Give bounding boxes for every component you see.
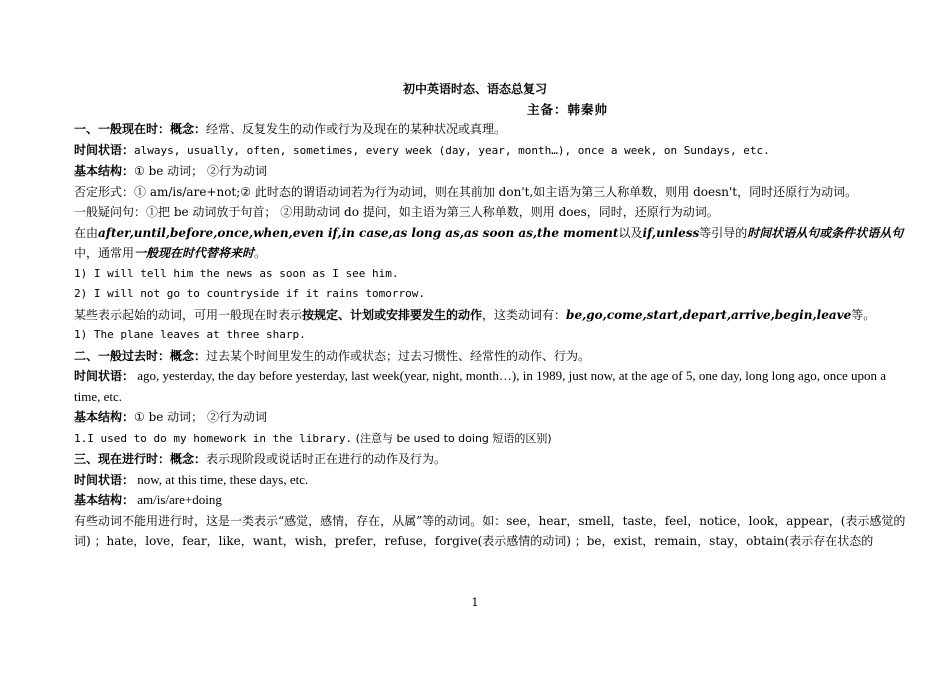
example-sentence: 2) I will not go to countryside if it rains tomorrow. — [74, 287, 425, 300]
text: 在由 — [74, 225, 99, 240]
conjunction-list: after,until,before,once,when,even if,in case,as long as,as soon as,the moment — [98, 225, 619, 240]
value: am/is/are+doing — [134, 492, 222, 507]
heading-label: 二、一般过去时：概念： — [74, 348, 207, 363]
concept-text: 表示现阶段或说话时正在进行的动作及行为。 — [206, 452, 447, 466]
non-continuous-verbs-paragraph: 有些动词不能用进行时，这是一类表示“感觉，感情，存在，从属”等的动词。如：see，hear，smell，taste，feel，notice，look，appear，(表示感觉的词) ；hate，love，fear，like，want，wish，prefer，refuse，forgive(表示感情的动词) ；be，exist，remain，stay，obtain(表示存在状态的 — [74, 513, 906, 548]
example-sentence: 1) I will tell him the news as soon as I see him. — [74, 266, 399, 280]
section-heading-present-simple — [74, 119, 908, 140]
text: 中，通常用 — [74, 246, 135, 260]
heading-label: 一、一般现在时：概念： — [74, 122, 207, 136]
time-adverbial-line — [74, 366, 908, 407]
time-adverbial-line — [74, 140, 908, 162]
clause-rule-paragraph — [74, 223, 908, 264]
text: 。 — [254, 246, 267, 260]
label: 时间状语： — [74, 142, 135, 157]
label: 基本结构： — [74, 164, 135, 178]
concept-text: 过去某个时间里发生的动作或状态；过去习惯性、经常性的动作、行为。 — [206, 348, 591, 363]
start-verbs-paragraph — [74, 305, 908, 326]
label: 时间状语： — [74, 472, 135, 487]
document-body — [74, 119, 908, 552]
value: now, at this time, these days, etc. — [134, 471, 309, 487]
time-adverbial-line — [74, 470, 908, 491]
conjunction-list-2: if,unless — [642, 225, 700, 240]
basic-structure-line — [74, 490, 908, 511]
text: ，这类动词有： — [482, 307, 567, 322]
text: 以及 — [618, 225, 643, 240]
section-heading-present-continuous — [74, 449, 908, 470]
document-title: 初中英语时态、语态总复习 — [402, 82, 547, 96]
section-heading-past-simple — [74, 346, 908, 367]
negative-form-line: 否定形式：① am/is/are+not;② 此时态的谓语动词若为行为动词，则在其前加 don't,如主语为第三人称单数，则用 doesn't，同时还原行为动词。 — [74, 184, 858, 199]
used-to-example-line — [74, 428, 908, 450]
value: always, usually, often, sometimes, every week (day, year, month…), once a week, on Sundays, etc. — [134, 143, 770, 157]
emphasis-plan: 按规定、计划或安排要发生的动作 — [302, 307, 483, 322]
text: 某些表示起始的动词，可用一般现在时表示 — [74, 307, 303, 322]
example-sentence: 1.I used to do my homework in the library. — [74, 431, 353, 445]
page-number: 1 — [471, 596, 479, 609]
heading-label: 三、现在进行时：概念： — [74, 452, 207, 466]
concept-text: 经常、反复发生的动作或行为及现在的某种状况或真理。 — [206, 122, 507, 136]
value: ① be 动词； ②行为动词 — [134, 410, 268, 424]
text: 等引导的 — [699, 225, 748, 240]
value: ① be 动词； ②行为动词 — [134, 164, 268, 178]
question-form-line: 一般疑问句：①把 be 动词放于句首； ②用助动词 do 提问，如主语为第三人称单数，则用 does，同时，还原行为动词。 — [74, 205, 719, 219]
label: 基本结构： — [74, 410, 135, 424]
verb-list: be,go,come,start,depart,arrive,begin,leave — [566, 307, 852, 322]
emphasis-rule: 一般现在时代替将来时 — [134, 246, 255, 260]
basic-structure-line — [74, 161, 908, 182]
text: 等。 — [851, 307, 876, 322]
document-author: 主备：韩秦帅 — [527, 102, 609, 117]
note: (注意与 be used to doing 短语的区别) — [352, 431, 552, 445]
value: ago, yesterday, the day before yesterday, last week(year, night, month…), in 1989, just now, at the age of 5, one day, long long ago, once upon a time, etc. — [74, 368, 887, 404]
basic-structure-line — [74, 407, 908, 428]
example-sentence: 1) The plane leaves at three sharp. — [74, 328, 306, 341]
label: 基本结构： — [74, 493, 135, 507]
emphasis-clause: 时间状语从句或条件状语从句 — [747, 225, 904, 240]
label: 时间状语： — [74, 369, 135, 383]
